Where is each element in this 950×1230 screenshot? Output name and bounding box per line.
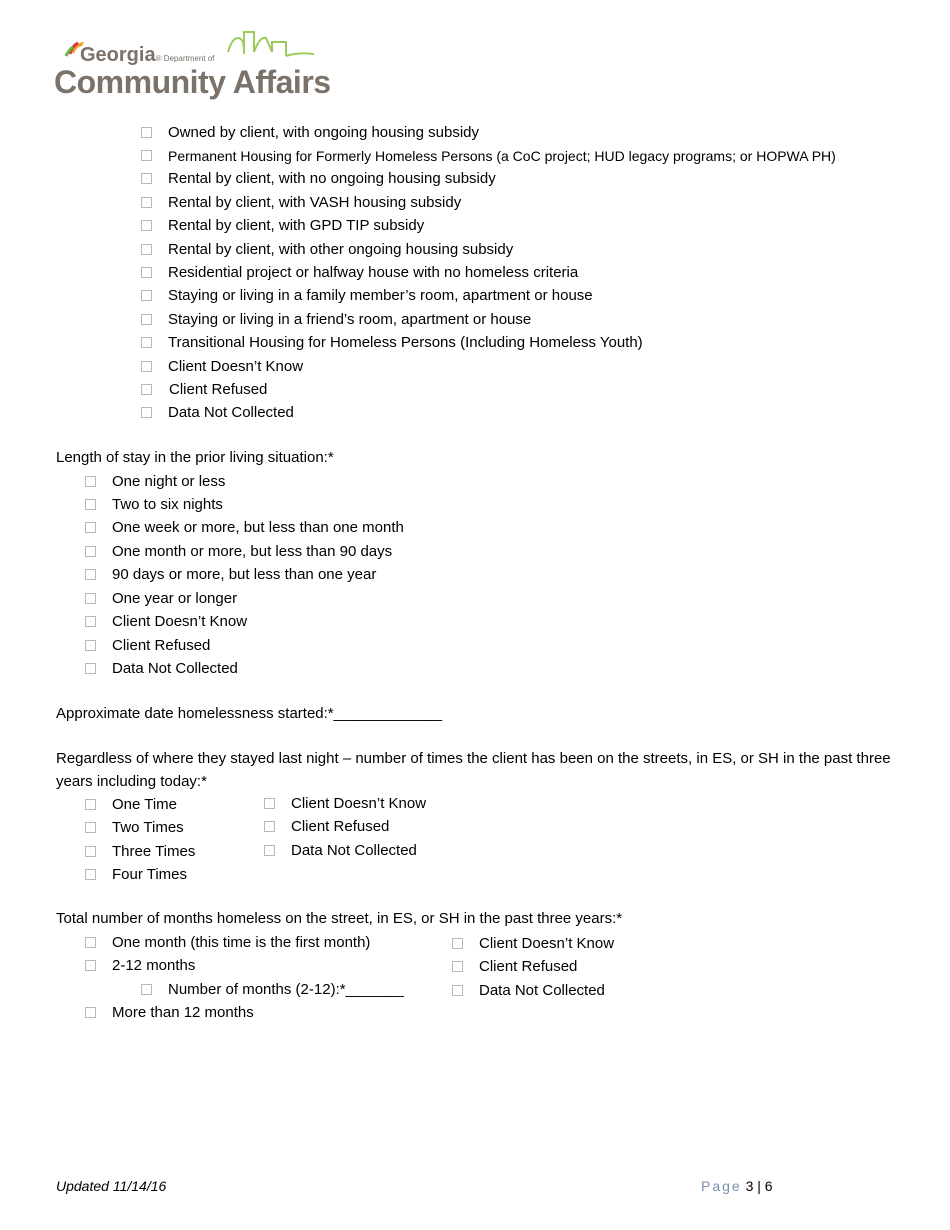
option-label: Client Refused bbox=[169, 381, 268, 398]
checkbox[interactable] bbox=[264, 798, 275, 809]
footer-page-number bbox=[701, 1178, 773, 1194]
checkbox[interactable] bbox=[85, 822, 96, 833]
checkbox[interactable] bbox=[85, 937, 96, 948]
checkbox[interactable] bbox=[141, 337, 152, 348]
checkbox[interactable] bbox=[85, 616, 96, 627]
option-label: Data Not Collected bbox=[291, 842, 417, 859]
logo-line1-suffix: ® Department of bbox=[155, 54, 215, 63]
page-num: 3 | 6 bbox=[745, 1178, 773, 1194]
checkbox[interactable] bbox=[452, 938, 463, 949]
option-label: One month or more, but less than 90 days bbox=[112, 543, 393, 560]
option-label: One week or more, but less than one month bbox=[112, 519, 404, 536]
checkbox[interactable] bbox=[85, 846, 96, 857]
option-label: One Time bbox=[112, 796, 178, 813]
option-label: Rental by client, with VASH housing subsidy bbox=[168, 194, 462, 211]
checkbox[interactable] bbox=[141, 197, 152, 208]
logo-community-affairs: Community Affairs bbox=[54, 64, 331, 100]
checkbox[interactable] bbox=[85, 476, 96, 487]
option-label: Client Doesn’t Know bbox=[291, 795, 427, 812]
option-label: Data Not Collected bbox=[479, 982, 605, 999]
option-label: More than 12 months bbox=[112, 1004, 254, 1021]
checkbox[interactable] bbox=[264, 845, 275, 856]
months-homeless-question: Total number of months homeless on the street, in ES, or SH in the past three years:* bbox=[56, 910, 623, 927]
option-label: One year or longer bbox=[112, 590, 238, 607]
option-label: Rental by client, with GPD TIP subsidy bbox=[168, 217, 425, 234]
checkbox[interactable] bbox=[141, 384, 152, 395]
option-label: Three Times bbox=[112, 843, 196, 860]
option-label: Client Doesn’t Know bbox=[168, 358, 304, 375]
option-label: Two Times bbox=[112, 819, 184, 836]
checkbox[interactable] bbox=[85, 569, 96, 580]
length-of-stay-question: Length of stay in the prior living situation:* bbox=[56, 449, 334, 466]
checkbox[interactable] bbox=[141, 267, 152, 278]
checkbox[interactable] bbox=[452, 961, 463, 972]
checkbox[interactable] bbox=[85, 593, 96, 604]
option-label: Four Times bbox=[112, 866, 188, 883]
checkbox[interactable] bbox=[141, 150, 152, 161]
checkbox[interactable] bbox=[85, 799, 96, 810]
option-label: Permanent Housing for Formerly Homeless Persons (a CoC project; HUD legacy programs; or HOPWA PH) bbox=[168, 148, 836, 164]
checkbox[interactable] bbox=[85, 1007, 96, 1018]
checkbox[interactable] bbox=[85, 960, 96, 971]
times-homeless-question: Regardless of where they stayed last night – number of times the client has been on the streets, in ES, or SH in the past three years including today:* bbox=[56, 750, 891, 790]
checkbox[interactable] bbox=[141, 290, 152, 301]
checkbox[interactable] bbox=[141, 361, 152, 372]
option-label: Residential project or halfway house with no homeless criteria bbox=[168, 264, 579, 281]
option-label: Two to six nights bbox=[112, 496, 223, 513]
checkbox[interactable] bbox=[264, 821, 275, 832]
dca-logo bbox=[54, 30, 331, 104]
option-label: 2-12 months bbox=[112, 957, 196, 974]
option-label: Rental by client, with no ongoing housing subsidy bbox=[168, 170, 496, 187]
page-word: Page bbox=[701, 1178, 742, 1194]
checkbox[interactable] bbox=[141, 984, 152, 995]
checkbox[interactable] bbox=[85, 546, 96, 557]
checkbox[interactable] bbox=[85, 499, 96, 510]
option-label: Transitional Housing for Homeless Persons (Including Homeless Youth) bbox=[168, 334, 643, 351]
checkbox[interactable] bbox=[141, 127, 152, 138]
option-label: Client Doesn’t Know bbox=[112, 613, 248, 630]
checkbox[interactable] bbox=[85, 640, 96, 651]
option-label: Client Refused bbox=[112, 637, 211, 654]
option-label: Data Not Collected bbox=[112, 660, 238, 677]
option-label: Rental by client, with other ongoing housing subsidy bbox=[168, 241, 514, 258]
option-label: Owned by client, with ongoing housing subsidy bbox=[168, 124, 480, 141]
checkbox[interactable] bbox=[141, 407, 152, 418]
option-label: Number of months (2-12):*_______ bbox=[168, 981, 404, 998]
checkbox[interactable] bbox=[141, 173, 152, 184]
option-label: Client Refused bbox=[479, 958, 578, 975]
date-started-question[interactable]: Approximate date homelessness started:*_____________ bbox=[56, 705, 443, 722]
option-label: Staying or living in a family member’s room, apartment or house bbox=[168, 287, 593, 304]
checkbox[interactable] bbox=[141, 220, 152, 231]
option-label: Client Doesn’t Know bbox=[479, 935, 615, 952]
option-label: Data Not Collected bbox=[168, 404, 294, 421]
checkbox[interactable] bbox=[85, 869, 96, 880]
checkbox[interactable] bbox=[141, 314, 152, 325]
footer-updated: Updated 11/14/16 bbox=[56, 1178, 167, 1194]
logo-line1: Georgia bbox=[80, 44, 156, 66]
option-label: 90 days or more, but less than one year bbox=[112, 566, 377, 583]
checkbox[interactable] bbox=[141, 244, 152, 255]
option-label: One night or less bbox=[112, 473, 226, 490]
option-label: Staying or living in a friend’s room, apartment or house bbox=[168, 311, 532, 328]
checkbox[interactable] bbox=[85, 522, 96, 533]
checkbox[interactable] bbox=[85, 663, 96, 674]
option-label: Client Refused bbox=[291, 818, 390, 835]
option-label: One month (this time is the first month) bbox=[112, 934, 371, 951]
checkbox[interactable] bbox=[452, 985, 463, 996]
